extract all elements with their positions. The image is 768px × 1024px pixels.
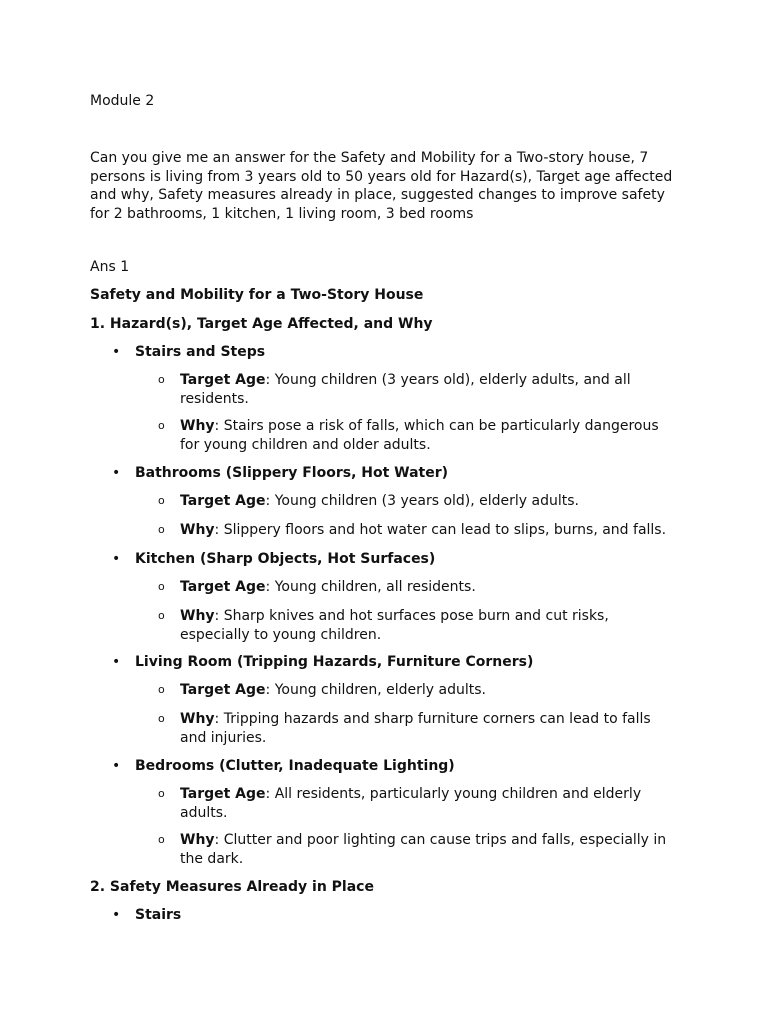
why-label: Why [180, 832, 215, 848]
module-heading: Module 2 [90, 93, 155, 109]
document-title: Safety and Mobility for a Two-Story House [90, 287, 424, 303]
target-age-label: Target Age [180, 579, 266, 595]
target-age-label: Target Age [180, 786, 266, 802]
hazard-why [180, 831, 680, 868]
target-age-label: Target Age [180, 493, 266, 509]
hazard-item: • Stairs and Steps [135, 343, 695, 362]
hazard-why [180, 710, 680, 747]
section-2-heading: 2. Safety Measures Already in Place [90, 879, 374, 895]
hazard-target-age [180, 492, 680, 511]
target-age-text: : All residents, particularly young children and elderly adults. [180, 786, 642, 821]
hazard-item: • Living Room (Tripping Hazards, Furniture Corners) [135, 653, 695, 672]
hazard-item: • Bathrooms (Slippery Floors, Hot Water) [135, 464, 695, 483]
question-paragraph: Can you give me an answer for the Safety and Mobility for a Two-story house, 7 persons is living from 3 years old to 50 years old for Hazard(s), Target age affected and why, Safety measures already in place, suggested changes to improve safety for 2 bathrooms, 1 kitchen, 1 living room, 3 bed rooms [90, 150, 673, 222]
section-1-heading: 1. Hazard(s), Target Age Affected, and Why [90, 316, 433, 332]
why-label: Why [180, 608, 215, 624]
hazard-why [180, 417, 680, 454]
target-age-text: : Young children, elderly adults. [265, 682, 486, 698]
why-text: : Clutter and poor lighting can cause trips and falls, especially in the dark. [180, 832, 667, 867]
why-text: : Sharp knives and hot surfaces pose burn and cut risks, especially to young children. [180, 608, 609, 643]
hazard-why [180, 607, 680, 644]
why-label: Why [180, 418, 215, 434]
hazard-target-age [180, 578, 680, 597]
why-text: : Tripping hazards and sharp furniture corners can lead to falls and injuries. [180, 711, 651, 746]
hazard-item: • Kitchen (Sharp Objects, Hot Surfaces) [135, 550, 695, 569]
why-label: Why [180, 522, 215, 538]
target-age-label: Target Age [180, 372, 266, 388]
why-text: : Slippery floors and hot water can lead to slips, burns, and falls. [214, 522, 667, 538]
why-label: Why [180, 711, 215, 727]
hazard-target-age [180, 371, 680, 408]
target-age-text: : Young children (3 years old), elderly adults, and all residents. [180, 372, 631, 407]
hazard-item: • Bedrooms (Clutter, Inadequate Lighting) [135, 757, 695, 776]
answer-label: Ans 1 [90, 259, 130, 275]
target-age-text: : Young children (3 years old), elderly adults. [265, 493, 580, 509]
safety-measure-item: • Stairs [135, 906, 695, 925]
target-age-text: : Young children, all residents. [265, 579, 476, 595]
why-text: : Stairs pose a risk of falls, which can be particularly dangerous for young children and older adults. [180, 418, 659, 453]
hazard-target-age [180, 681, 680, 700]
hazard-target-age [180, 785, 680, 822]
hazard-why [180, 521, 680, 540]
target-age-label: Target Age [180, 682, 266, 698]
